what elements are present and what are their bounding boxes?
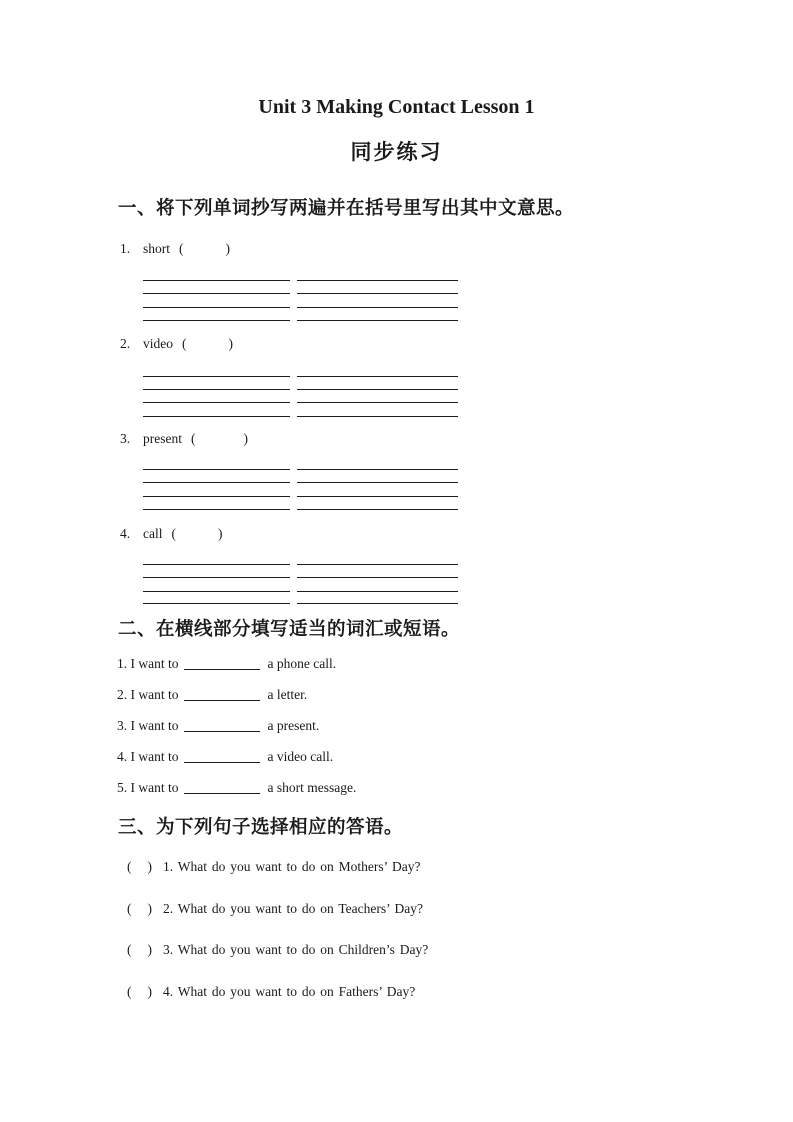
writing-line [297,308,458,321]
writing-line [143,268,290,281]
fill-prefix: 2. I want to [117,687,179,702]
answer-paren-close: ) [147,901,152,916]
answer-paren-open: ( [127,942,132,957]
fill-suffix: a short message. [267,780,357,795]
paren-close: ) [228,336,233,351]
copy-lines-present [143,457,458,510]
question-item-2 [127,901,423,917]
writing-line [297,281,458,294]
fill-blank-line [184,750,260,763]
vocab-word: call [143,526,163,541]
writing-line [297,592,458,604]
fill-blank-line [184,657,260,670]
item-number: 1. [120,241,131,256]
copy-line-row [143,565,458,578]
fill-item-4 [117,749,333,765]
writing-line [143,308,290,321]
writing-line [143,578,290,592]
fill-suffix: a phone call. [267,656,337,671]
writing-line [297,565,458,578]
writing-line [143,377,290,390]
question-text: 2. What do you want to do on Teachers’ Day? [163,901,423,916]
writing-line [297,294,458,308]
fill-blank-line [184,781,260,794]
fill-suffix: a present. [267,718,320,733]
copy-line-row [143,457,458,470]
paren-close: ) [225,241,230,256]
writing-line [297,364,458,377]
answer-paren-open: ( [127,984,132,999]
item-number: 4. [120,526,131,541]
paren-close: ) [218,526,223,541]
item-number: 2. [120,336,131,351]
page-title: Unit 3 Making Contact Lesson 1 [258,96,535,118]
writing-line [297,497,458,510]
copy-line-row [143,497,458,510]
vocab-word: video [143,336,173,351]
copy-lines-video [143,364,458,417]
writing-line [143,592,290,604]
copy-lines-call [143,551,458,604]
copy-line-row [143,294,458,308]
copy-line-row [143,483,458,497]
writing-line [297,578,458,592]
copy-line-row [143,281,458,294]
fill-suffix: a video call. [267,749,334,764]
writing-line [297,390,458,403]
fill-prefix: 5. I want to [117,780,179,795]
writing-line [143,483,290,497]
writing-line [143,551,290,565]
question-text: 4. What do you want to do on Fathers’ Day? [163,984,416,999]
vocab-word: present [143,431,182,446]
vocab-item-short [120,241,230,257]
fill-item-3 [117,718,319,734]
fill-prefix: 4. I want to [117,749,179,764]
writing-line [143,403,290,417]
answer-paren-close: ) [147,942,152,957]
fill-blank-line [184,688,260,701]
copy-line-row [143,551,458,565]
question-text: 3. What do you want to do on Children’s Day? [163,942,429,957]
copy-line-row [143,268,458,281]
copy-lines-short [143,268,458,321]
section-1-heading: 一、将下列单词抄写两遍并在括号里写出其中文意思。 [118,197,575,218]
fill-item-2 [117,687,307,703]
copy-line-row [143,390,458,403]
writing-line [143,497,290,510]
writing-line [143,565,290,578]
fill-prefix: 1. I want to [117,656,179,671]
writing-line [143,457,290,470]
paren-close: ) [243,431,248,446]
section-3-heading: 三、为下列句子选择相应的答语。 [118,816,404,837]
fill-item-5 [117,780,356,796]
fill-suffix: a letter. [267,687,308,702]
vocab-item-call [120,526,223,542]
answer-paren-open: ( [127,901,132,916]
vocab-item-present [120,431,248,447]
writing-line [297,268,458,281]
writing-line [143,470,290,483]
writing-line [143,390,290,403]
vocab-word: short [143,241,170,256]
copy-line-row [143,470,458,483]
writing-line [143,364,290,377]
writing-line [143,281,290,294]
fill-prefix: 3. I want to [117,718,179,733]
copy-line-row [143,403,458,417]
copy-line-row [143,377,458,390]
answer-paren-open: ( [127,859,132,874]
copy-line-row [143,578,458,592]
writing-line [143,294,290,308]
writing-line [297,551,458,565]
question-text: 1. What do you want to do on Mothers’ Day? [163,859,421,874]
copy-line-row [143,308,458,321]
paren-open: ( [171,526,176,541]
fill-item-1 [117,656,336,672]
answer-paren-close: ) [147,984,152,999]
writing-line [297,457,458,470]
writing-line [297,470,458,483]
question-item-1 [127,859,420,875]
question-item-3 [127,942,428,958]
copy-line-row [143,592,458,604]
item-number: 3. [120,431,131,446]
fill-blank-line [184,719,260,732]
page-subtitle: 同步练习 [350,141,443,164]
vocab-item-video [120,336,233,352]
question-item-4 [127,984,415,1000]
writing-line [297,377,458,390]
paren-open: ( [190,431,196,446]
paren-open: ( [179,241,184,256]
answer-paren-close: ) [147,859,152,874]
writing-line [297,483,458,497]
paren-open: ( [182,336,187,351]
copy-line-row [143,364,458,377]
section-2-heading: 二、在横线部分填写适当的词汇或短语。 [118,618,461,639]
writing-line [297,403,458,417]
